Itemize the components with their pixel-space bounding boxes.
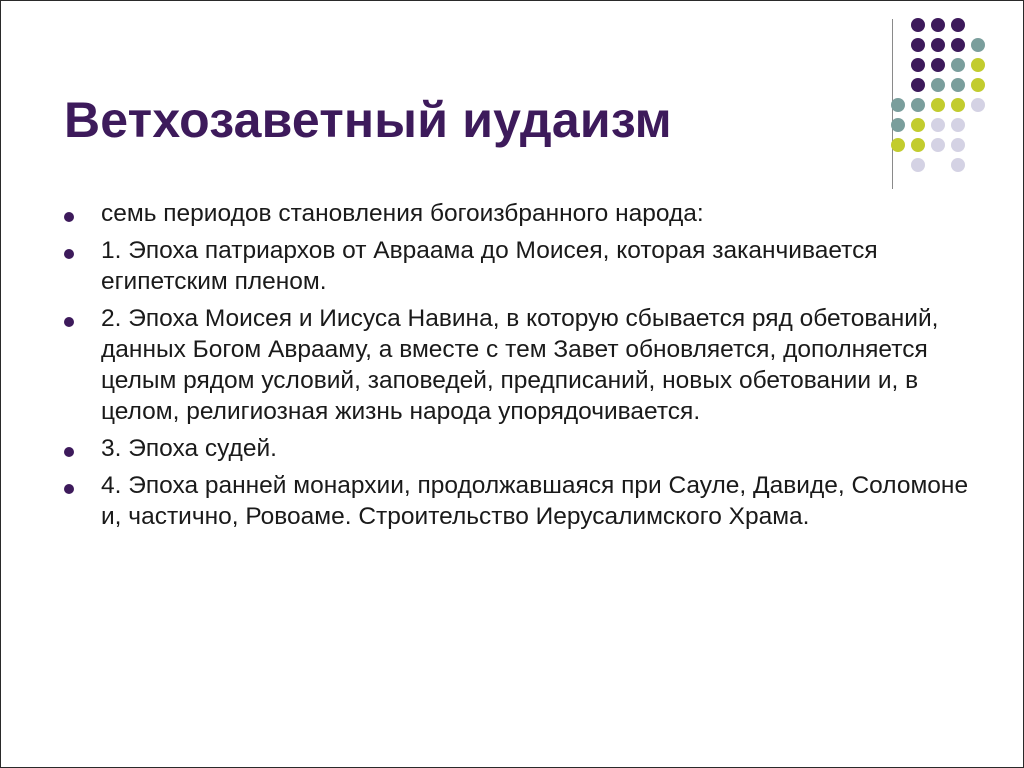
bullet-list bbox=[101, 198, 981, 538]
bullet-item: 1. Эпоха патриархов от Авраама до Моисея, которая заканчивается египетским пленом. bbox=[101, 235, 981, 297]
decorative-dot bbox=[951, 158, 965, 172]
decorative-dot bbox=[911, 78, 925, 92]
decorative-dot bbox=[971, 98, 985, 112]
decorative-dot bbox=[951, 98, 965, 112]
decorative-dot bbox=[891, 138, 905, 152]
decorative-dot bbox=[931, 98, 945, 112]
decorative-dot bbox=[911, 138, 925, 152]
decorative-dot bbox=[931, 138, 945, 152]
decorative-dot bbox=[911, 158, 925, 172]
bullet-item: 2. Эпоха Моисея и Иисуса Навина, в которую сбывается ряд обетований, данных Богом Аврааму, а вместе с тем Завет обновляется, дополняется целым рядом условий, заповедей, предписаний, новых обетовании и, в целом, религиозная жизнь народа упорядочивается. bbox=[101, 303, 981, 427]
decorative-dot bbox=[971, 38, 985, 52]
decorative-dot bbox=[891, 118, 905, 132]
decorative-dot bbox=[931, 78, 945, 92]
decorative-dot bbox=[951, 58, 965, 72]
bullet-item: 3. Эпоха судей. bbox=[101, 433, 981, 464]
decorative-dot bbox=[911, 18, 925, 32]
decorative-dot bbox=[951, 118, 965, 132]
decorative-dot bbox=[911, 38, 925, 52]
decorative-dot bbox=[931, 38, 945, 52]
decorative-dot bbox=[951, 138, 965, 152]
decorative-dot bbox=[951, 78, 965, 92]
bullet-item: 4. Эпоха ранней монархии, продолжавшаяся при Сауле, Давиде, Соломоне и, частично, Ровоаме. Строительство Иерусалимского Храма. bbox=[101, 470, 981, 532]
decorative-dot bbox=[911, 118, 925, 132]
decorative-dot bbox=[971, 58, 985, 72]
decorative-dot bbox=[911, 58, 925, 72]
decorative-dot bbox=[911, 98, 925, 112]
decorative-dot bbox=[951, 18, 965, 32]
decorative-divider bbox=[892, 19, 893, 189]
decorative-dot bbox=[951, 38, 965, 52]
bullet-item: семь периодов становления богоизбранного народа: bbox=[101, 198, 981, 229]
slide-title: Ветхозаветный иудаизм bbox=[64, 92, 672, 148]
decorative-dot bbox=[971, 78, 985, 92]
decorative-dot bbox=[891, 98, 905, 112]
decorative-dot bbox=[931, 118, 945, 132]
decorative-dot bbox=[931, 18, 945, 32]
decorative-dot bbox=[931, 58, 945, 72]
